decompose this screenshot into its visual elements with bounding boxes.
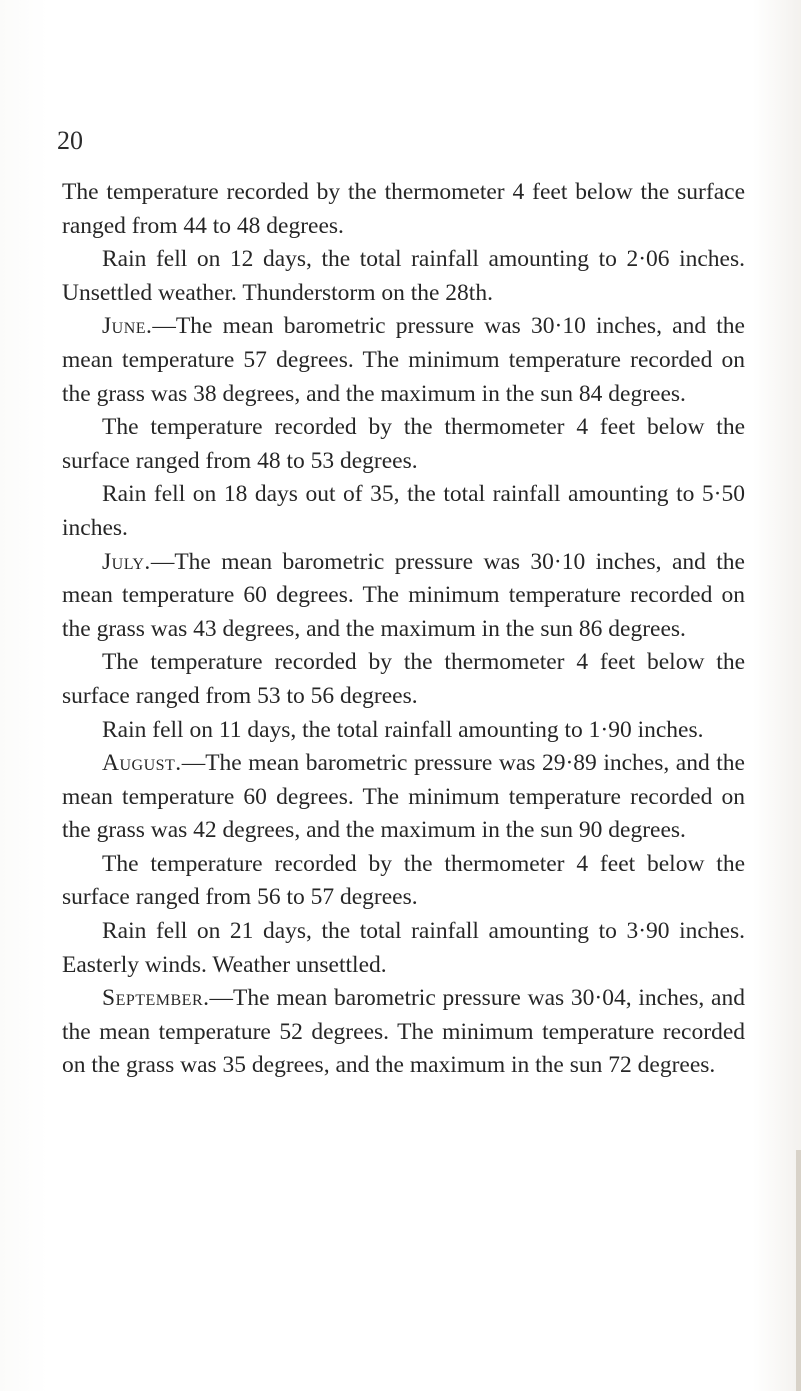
month-heading-september: September. — [102, 985, 210, 1012]
paragraph-july-soil-temperature — [62, 646, 745, 713]
paragraph-text: The temperature recorded by the thermometer 4 feet below the surface ranged from 53 to 56 degrees. — [62, 649, 745, 709]
paragraph-september-summary — [62, 982, 745, 1083]
paragraph-june-soil-temperature — [62, 411, 745, 478]
page-edge-shadow — [796, 1150, 801, 1391]
paragraph-text: Rain fell on 21 days, the total rainfall amounting to 3·90 inches. Easterly winds. Weather unsettled. — [62, 918, 745, 978]
month-heading-june: June. — [102, 313, 153, 340]
paragraph-june-summary — [62, 310, 745, 411]
paragraph-text: —The mean barometric pressure was 30·10 inches, and the mean temperature 57 degrees. The minimum temperature recorded on the grass was 38 degrees, and the maximum in the sun 84 degrees. — [62, 313, 745, 407]
paragraph-text: Rain fell on 18 days out of 35, the total rainfall amounting to 5·50 inches. — [62, 481, 745, 541]
month-heading-august: August. — [102, 750, 182, 777]
paragraph-may-soil-temperature — [62, 176, 745, 243]
paragraph-august-summary — [62, 747, 745, 848]
month-heading-july: July. — [102, 548, 151, 575]
paragraph-may-rainfall — [62, 243, 745, 310]
paragraph-july-summary — [62, 546, 745, 647]
paragraph-text: The temperature recorded by the thermometer 4 feet below the surface ranged from 48 to 53 degrees. — [62, 414, 745, 474]
paragraph-text: —The mean barometric pressure was 30·10 inches, and the mean temperature 60 degrees. The minimum temperature recorded on the grass was 43 degrees, and the maximum in the sun 86 degrees. — [62, 548, 745, 642]
paragraph-text: Rain fell on 11 days, the total rainfall amounting to 1·90 inches. — [102, 716, 704, 743]
paragraph-august-rainfall — [62, 915, 745, 982]
page-number: 20 — [57, 126, 83, 155]
paragraph-text: Rain fell on 12 days, the total rainfall amounting to 2·06 inches. Unsettled weather. Thunderstorm on the 28th. — [62, 246, 745, 306]
paragraph-august-soil-temperature — [62, 848, 745, 915]
paragraph-text: —The mean barometric pressure was 30·04, inches, and the mean temperature 52 degrees. The minimum temperature recorded on the grass was 35 degrees, and the maximum in the sun 72 degrees. — [62, 985, 745, 1079]
paragraph-june-rainfall — [62, 478, 745, 545]
paragraph-text: The temperature recorded by the thermometer 4 feet below the surface ranged from 56 to 57 degrees. — [62, 850, 745, 911]
paragraph-text: —The mean barometric pressure was 29·89 inches, and the mean temperature 60 degrees. The minimum temperature recorded on the grass was 42 degrees, and the maximum in the sun 90 degrees. — [62, 750, 745, 844]
paragraph-text: The temperature recorded by the thermometer 4 feet below the surface ranged from 44 to 48 degrees. — [62, 179, 745, 239]
paragraph-july-rainfall — [62, 714, 745, 748]
body-text — [62, 176, 745, 1083]
